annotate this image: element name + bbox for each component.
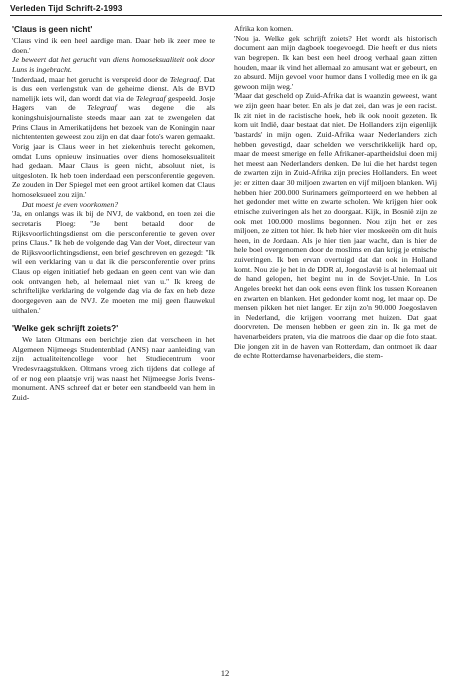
- paragraph: 'Claus vind ik een heel aardige man. Daar heb ik zeer mee te doen.': [12, 36, 215, 55]
- paragraph: 'Nou ja. Welke gek schrijft zoiets? Het wordt als historisch document aan mijn dagboek toegevoegd. Die heeft er dus niets van begrepen. Ik kan best een heel droog verhaal gaan zitten houden, maar ik vind het allemaal zo amusant wat er gebeurt, en zo absurd. Mijn gevoel voor humor dans I volledig mee en ik ga gewoon mijn weg.': [234, 33, 437, 91]
- page-number: 12: [220, 668, 230, 678]
- newspaper-name: Telegraaf: [87, 103, 117, 113]
- paragraph: 'Ja, en onlangs was ik bij de NVJ, de vakbond, en toen zei die secretaris Ploeg: "Je bent betaald door de Rijksvoorlichtingsdienst om die persconferentie te geven over prins Claus." Ik heb de volgende dag Van der Voet, directeur van de Rijksvoorlichtingsdienst, een brief geschreven en gezegd: "Ik wil een verklaring van u dat ik die persconferentie over prins Claus op eigen initiatief heb gedaan en geen cent van wie dan ook ontvangen heb, al helemaal niet van u." Ik kreeg de schriftelijke verklaring de volgende dag via de fax en heb deze doorgegeven aan de NVJ. Ze moeten me mij geen flauwekul uithalen.': [12, 209, 215, 315]
- newspaper-name: Telegraaf: [136, 93, 166, 103]
- running-header: [10, 2, 442, 16]
- interviewer-question: Je beweert dat het gerucht van diens homoseksualiteit ook door Luns is ingebracht.: [12, 55, 215, 74]
- publication-title: Verleden Tijd Schrift-2-1993: [10, 3, 123, 13]
- paragraph: We laten Oltmans een berichtje zien dat verscheen in het Algemeen Nijmeegs Studentenblad (ANS) naar aanleiding van zijn actualiteitencollege voor het Studiecentrum voor Vredesvraagstukken. Oltmans vroeg zich tijdens dat college af of er nog een plaatsje vrij was naast het Nijmeegse Joris Ivens-monument. ANS schreef dat er beter een standbeeld van hem in Zuid-: [12, 335, 215, 402]
- newspaper-name: Telegraaf: [169, 74, 200, 84]
- section-heading-claus: 'Claus is geen nicht': [12, 24, 93, 34]
- left-column: [12, 24, 215, 403]
- paragraph: 'Maar dat gescheld op Zuid-Afrika dat is waanzin geweest, want we zijn geen haar beter. En als je dat zei, dan was je een racist. Ik zit niet in de racistische hoek, heb ik ook nooit gezeten. Ik kom uit Indië, daar bestaat dat niet. De Hollanders zijn eigenlijk 'bastards' in mijn ogen. Zuid-Afrika waar Nederlanders zich hebben gevestigd, daar schelden we verschrikkelijk hard op, maar de meest smerige en felle Afrikaner-apartheidslui doen mij het meest aan Nederlanders denken. De lui die het hardst tegen de zwarten zijn in Zuid-Afrika zijn precies Hollanders. En weet je: er zitten daar 30 miljoen zwarten en vijf miljoen blanken. Wij hebben hier 200.000 Surinamers geïmporteerd en we hebben al het gedonder met witte en zwarte scholen. We krijgen hier ook etnische zuiveringen als het zo doorgaat. Kijk, in Bosnië zijn ze ook met 100.000 moslims begonnen. Nou zijn het er zes miljoen, ze zitten tot hier. Ik heb hier vier moskeeën om dit huis heen, in de Jordaan. Als je hier tien jaar wacht, dan is hier de hele boel overgenomen door de moslims en dan krijg je etnische zuiveringen. Ik ben ervan overtuigd dat dat ook in Holland komt. Nou zie je het in de DDR al, Joegoslavië is al helemaal uit de hand gelopen, het begint nu in de Sovjet-Unie. In Los Angeles breekt het dan ook eens even flink los tussen Koreanen en zwarten en blanken. Het gedonder komt nog, let maar op. De mensen pikken het niet langer. Er zijn zo'n 90.000 Joegoslaven in Nederland, die krijgen voorrang met huizen. Dat gaat doorvreten. De mensen hebben er geen zin in. Ik ga met de havenarbeiders praten, via die matroos die daar op die foto staat. Die jongen zit in de haven van Rotterdam, dan ontmoet ik daar de echte Rotterdamse havenarbeiders, die stem-: [234, 91, 437, 361]
- text-run: was degene die als koningshuisjournaliste steeds maar aan zat te zwengelen dat Prins Claus in Amerikatijdens het bezoek van de Koningin naar nichtententen geweest zou zijn en dat daar foto's waren gemaakt. Vorig jaar is Claus weer in het ziekenhuis terecht gekomen, omdat Luns opnieuw insinuaties over diens homoseksualiteit had gedaan. Maar Claus is geen nicht, absoluut niet, is uitgesloten. Ik heb toen inderdaad een persconferentie gegeven. Ze zouden in Der Spiegel met een groot artikel komen dat Claus homoseksueel zou zijn.': [12, 103, 216, 199]
- section-heading-welke-gek: 'Welke gek schrijft zoiets?': [12, 323, 119, 334]
- interviewer-question: Dat moest je even voorkomen?: [22, 199, 119, 209]
- text-run: 'Inderdaad, maar het gerucht is verspreid door de: [12, 74, 170, 84]
- paragraph: Afrika kon komen.: [234, 24, 294, 33]
- right-column: [234, 24, 437, 361]
- paragraph: [12, 75, 215, 200]
- text-run: . Dat is dus een verlengstuk van de geheime dienst. Als de BVD namelijk iets wil, dan wordt dat via de: [12, 74, 215, 103]
- text-run: gespeeld. Josje Hagers van de: [12, 93, 215, 113]
